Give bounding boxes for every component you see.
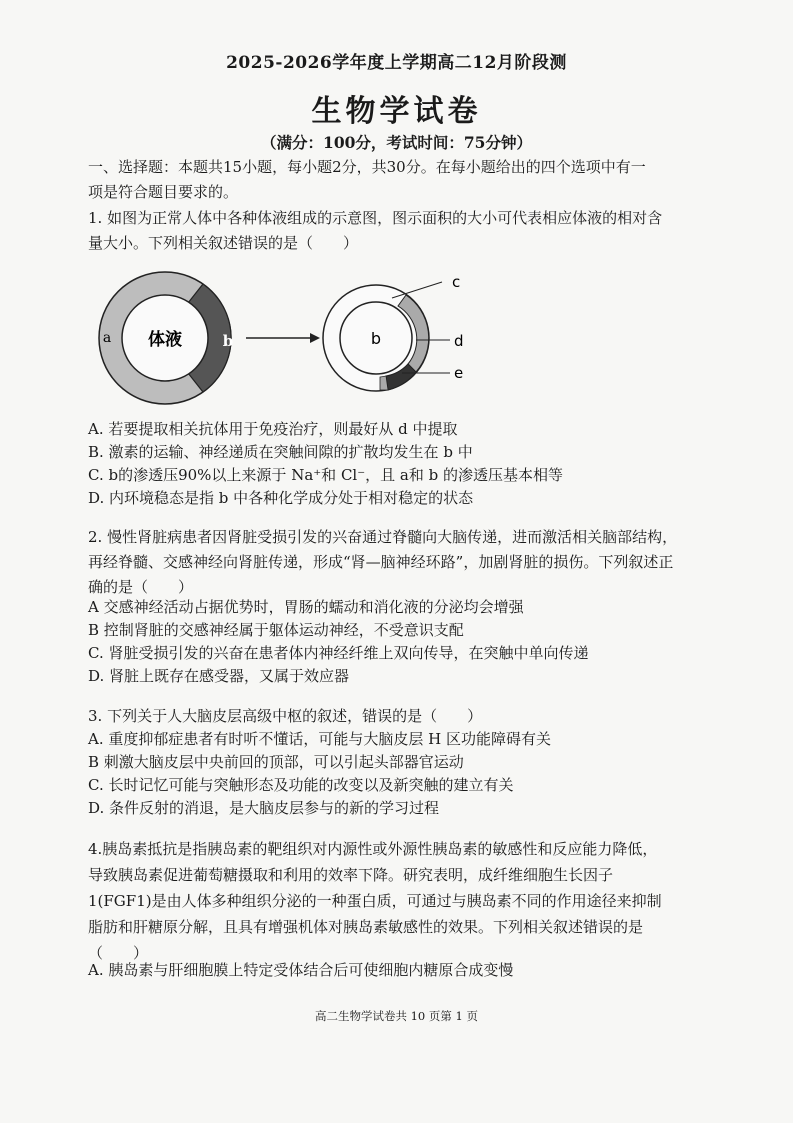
q4-line-5: （ ） xyxy=(88,944,149,962)
q2-option-a[interactable]: A 交感神经活动占据优势时，胃肠的蠕动和消化液的分泌均会增强 xyxy=(88,598,524,616)
question-3-stem xyxy=(88,704,728,729)
q2-option-c[interactable]: C. 肾脏受损引发的兴奋在患者体内神经纤维上双向传导，在突触中单向传递 xyxy=(88,644,589,662)
label-body-fluid: 体液 xyxy=(148,330,182,350)
q4-option-a[interactable]: A. 胰岛素与肝细胞膜上特定受体结合后可使细胞内糖原合成变慢 xyxy=(88,961,514,979)
label-e: e xyxy=(454,364,464,382)
label-d: d xyxy=(454,332,464,350)
question-3-options xyxy=(88,728,728,820)
label-a: a xyxy=(102,330,112,346)
question-2-stem xyxy=(88,525,728,600)
q1-line-1: 1. 如图为正常人体中各种体液组成的示意图，图示面积的大小可代表相应体液的相对含 xyxy=(88,209,663,227)
q4-line-1: 4.胰岛素抵抗是指胰岛素的靶组织对内源性或外源性胰岛素的敏感性和反应能力降低， xyxy=(88,840,658,858)
q2-line-3: 确的是（ ） xyxy=(88,578,194,596)
q1-line-2: 量大小。下列相关叙述错误的是（ ） xyxy=(88,234,359,252)
question-4-options xyxy=(88,959,728,982)
q3-option-b[interactable]: B 刺激大脑皮层中央前回的顶部，可以引起头部器官运动 xyxy=(88,753,464,771)
q1-option-b[interactable]: B. 激素的运输、神经递质在突触间隙的扩散均发生在 b 中 xyxy=(88,443,473,461)
q4-line-4: 脂肪和肝糖原分解，且具有增强机体对胰岛素敏感性的效果。下列相关叙述错误的是 xyxy=(88,918,644,936)
question-2-options xyxy=(88,596,728,688)
body-fluid-diagram xyxy=(90,268,510,408)
label-c: c xyxy=(452,273,461,291)
q2-option-b[interactable]: B 控制肾脏的交感神经属于躯体运动神经，不受意识支配 xyxy=(88,621,464,639)
q4-line-2: 导致胰岛素促进葡萄糖摄取和利用的效率下降。研究表明，成纤维细胞生长因子 xyxy=(88,866,614,884)
arrow-icon xyxy=(246,333,320,343)
section-instructions xyxy=(88,155,728,205)
q3-option-d[interactable]: D. 条件反射的消退，是大脑皮层参与的新的学习过程 xyxy=(88,799,440,817)
page-footer: 高二生物学试卷共 10 页第 1 页 xyxy=(314,1009,479,1023)
q1-option-a[interactable]: A. 若要提取相关抗体用于免疫治疗，则最好从 d 中提取 xyxy=(88,420,458,438)
question-1-stem xyxy=(88,206,728,256)
q1-option-d[interactable]: D. 内环境稳态是指 b 中各种化学成分处于相对稳定的状态 xyxy=(88,489,474,507)
q2-line-1: 2. 慢性肾脏病患者因肾脏受损引发的兴奋通过脊髓向大脑传递，进而激活相关脑部结构， xyxy=(88,528,678,546)
section-line-1: 一、选择题：本题共15小题，每小题2分，共30分。在每小题给出的四个选项中有一 xyxy=(88,158,646,176)
q2-option-d[interactable]: D. 肾脏上既存在感受器，又属于效应器 xyxy=(88,667,350,685)
q3-line-1: 3. 下列关于人大脑皮层高级中枢的叙述，错误的是（ ） xyxy=(88,707,483,725)
exam-header: 2025-2026学年度上学期高二12月阶段测 xyxy=(226,53,567,73)
question-1-options xyxy=(88,418,728,510)
question-4-stem xyxy=(88,836,728,966)
exam-info: （满分：100分，考试时间：75分钟） xyxy=(261,133,532,152)
section-line-2: 项是符合题目要求的。 xyxy=(88,183,239,201)
q4-line-3: 1(FGF1)是由人体多种组织分泌的一种蛋白质，可通过与胰岛素不同的作用途径来抑制 xyxy=(88,892,662,910)
q3-option-a[interactable]: A. 重度抑郁症患者有时听不懂话，可能与大脑皮层 H 区功能障碍有关 xyxy=(88,730,551,748)
q2-line-2: 再经脊髓、交感神经向肾脏传递，形成“肾—脑神经环路”，加剧肾脏的损伤。下列叙述正 xyxy=(88,553,674,571)
label-b-left: b xyxy=(222,332,234,350)
label-b-right: b xyxy=(370,329,382,348)
page-title: 生物学试卷 xyxy=(311,94,482,129)
q3-option-c[interactable]: C. 长时记忆可能与突触形态及功能的改变以及新突触的建立有关 xyxy=(88,776,514,794)
q1-option-c[interactable]: C. b的渗透压90%以上来源于 Na⁺和 Cl⁻，且 a和 b 的渗透压基本相等 xyxy=(88,466,563,484)
